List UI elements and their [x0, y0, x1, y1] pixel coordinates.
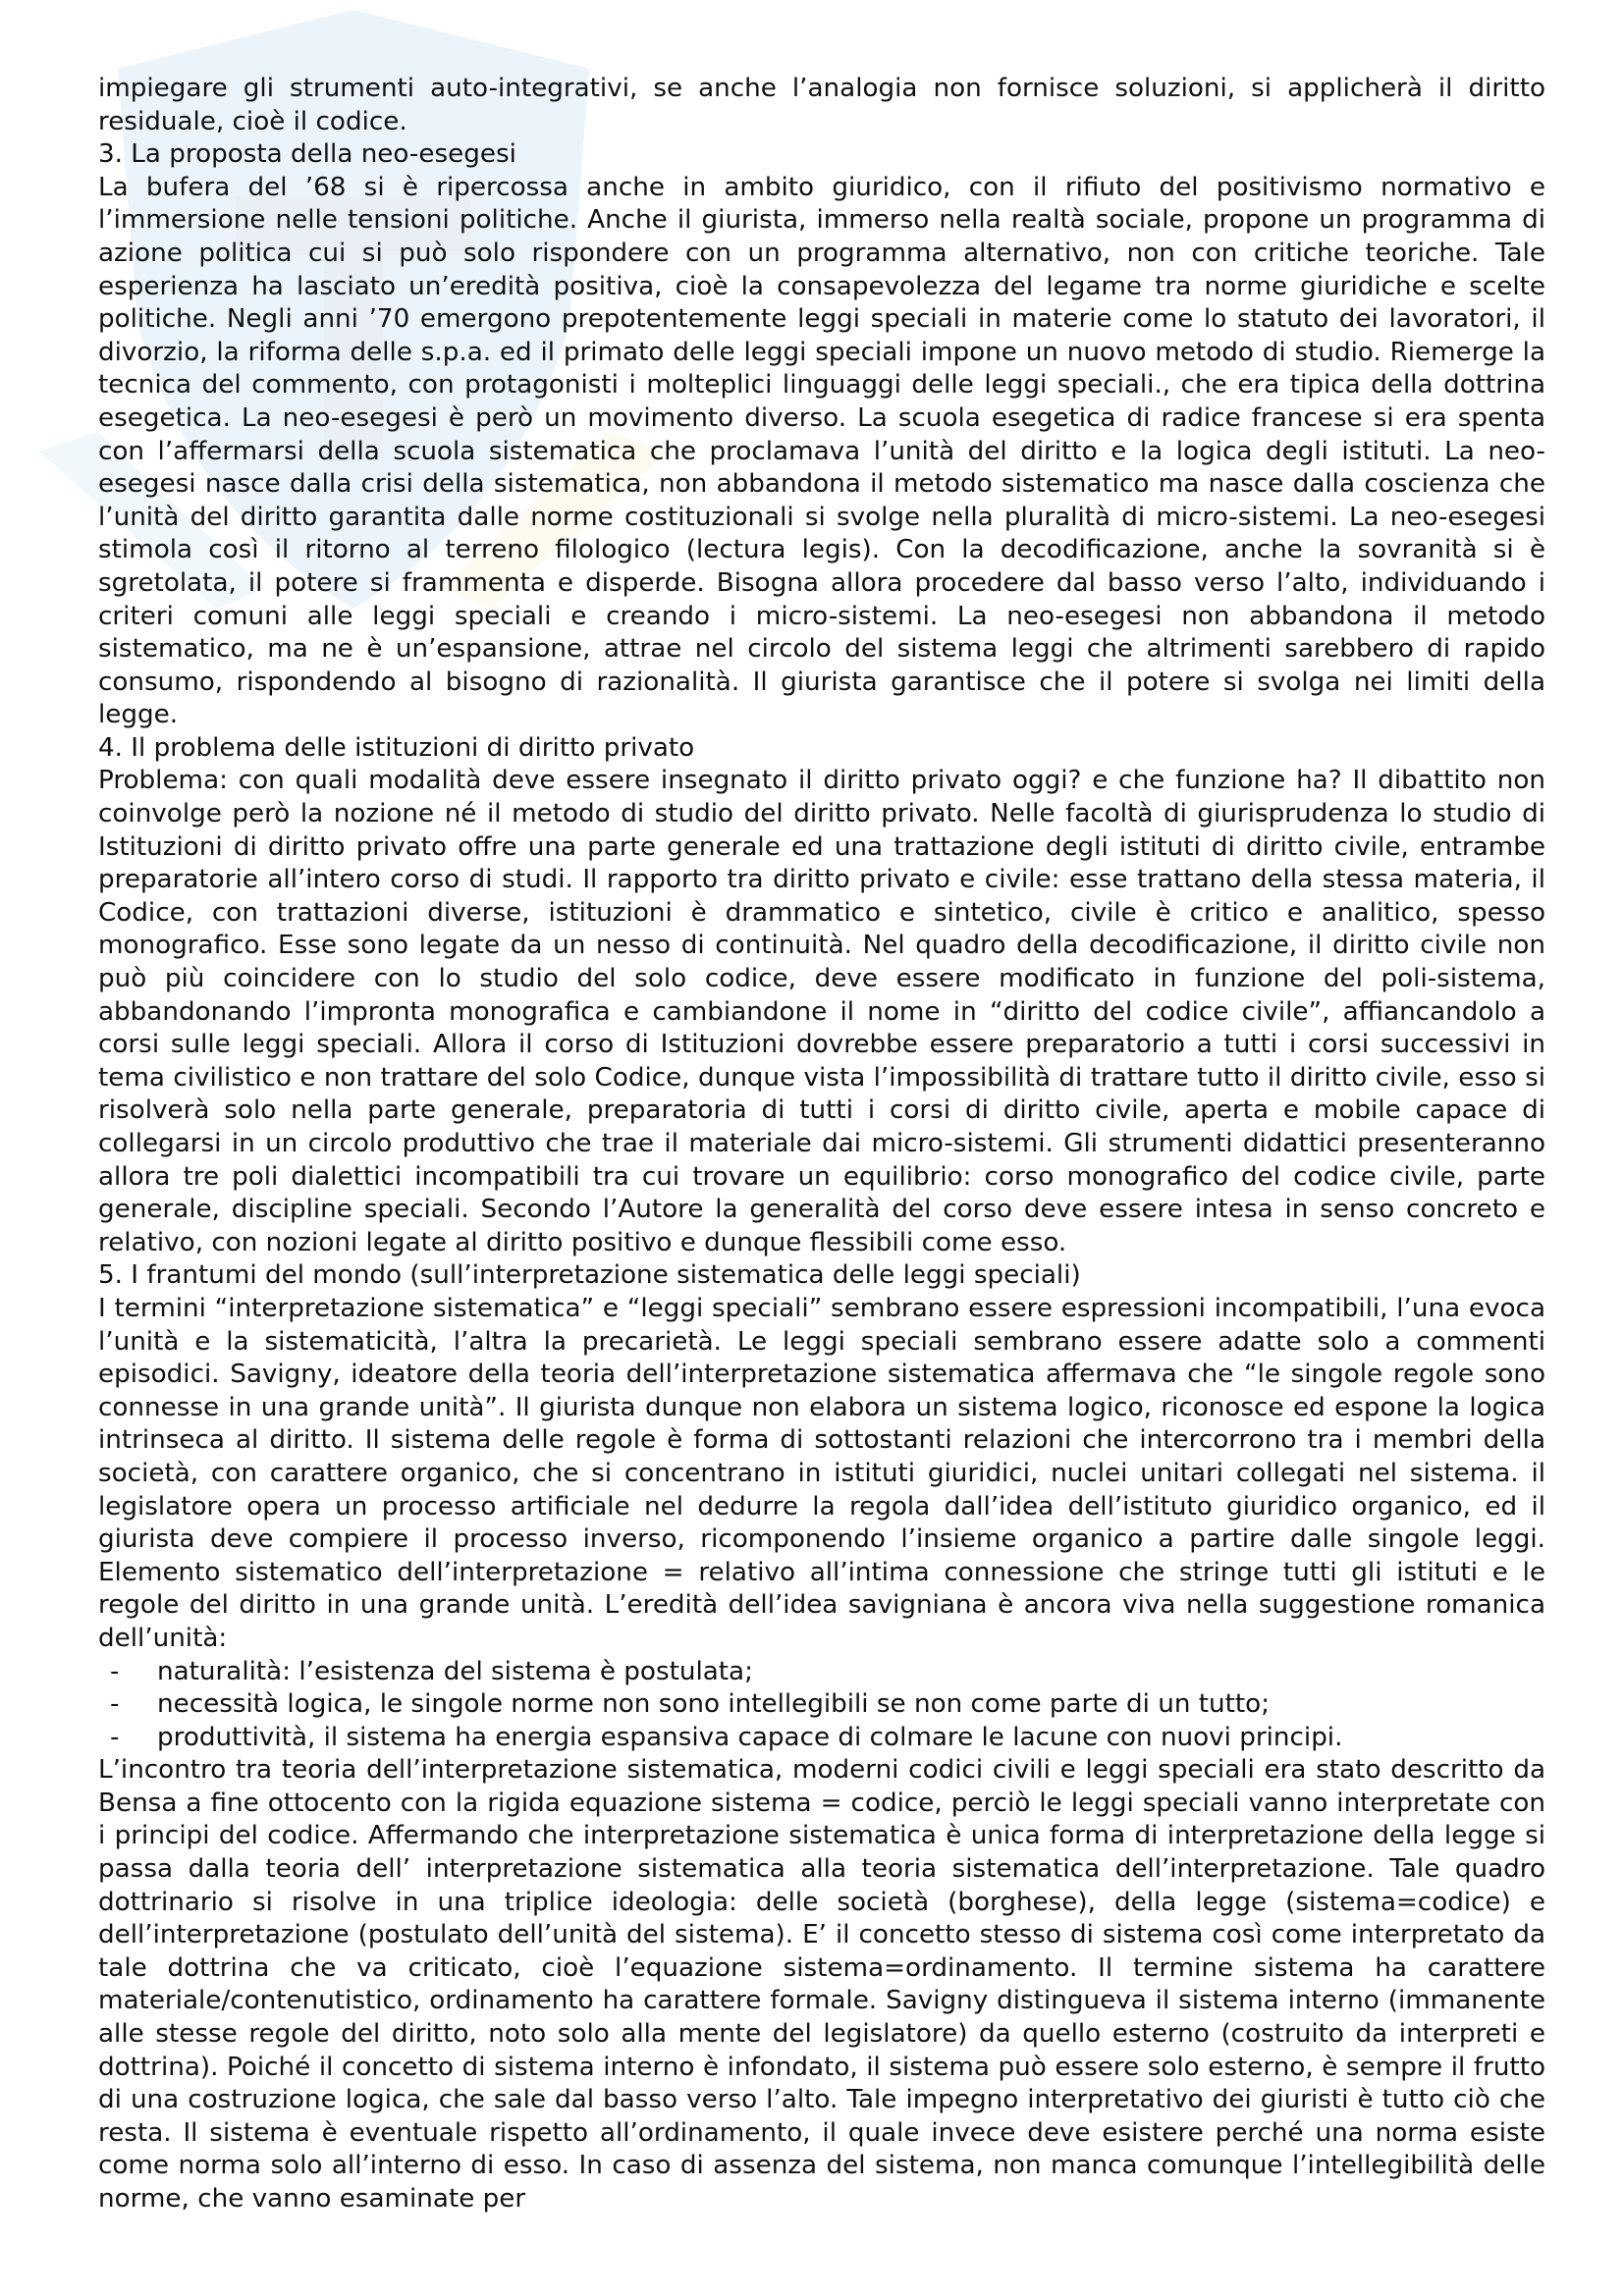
list-item: - necessità logica, le singole norme non sono intellegibili se non come parte di un tutto; [98, 1688, 1545, 1722]
paragraph: Problema: con quali modalità deve essere insegnato il diritto privato oggi? e che funzione ha? Il dibattito non coinvolge però la nozione né il metodo di studio del diritto privato. Nelle facoltà di giurisprudenza lo studio di Istituzioni di diritto privato offre una parte generale ed una trattazione degli istituti di diritto civile, entrambe preparatorie all’intero corso di studi. Il rapporto tra diritto privato e civile: esse trattano della stessa materia, il Codice, con trattazioni diverse, istituzioni è drammatico e sintetico, civile è critico e analitico, spesso monografico. Esse sono legate da un nesso di continuità. Nel quadro della decodificazione, il diritto civile non può più coincidere con lo studio del solo codice, deve essere modificato in funzione del poli-sistema, abbandonando l’impronta monografica e cambiandone il nome in “diritto del codice civile”, affiancandolo a corsi sulle leggi speciali. Allora il corso di Istituzioni dovrebbe essere preparatorio a tutti i corsi successivi in tema civilistico e non trattare del solo Codice, dunque vista l’impossibilità di trattare tutto il diritto civile, esso si risolverà solo nella parte generale, preparatoria di tutti i corsi di diritto civile, aperta e mobile capace di collegarsi in un circolo produttivo che trae il materiale dai micro-sistemi. Gli strumenti didattici presenteranno allora tre poli dialettici incompatibili tra cui trovare un equilibrio: corso monografico del codice civile, parte generale, discipline speciali. Secondo l’Autore la generalità del corso deve essere intesa in senso concreto e relativo, con nozioni legate al diritto positivo e dunque flessibili come esso. [98, 766, 1545, 1257]
paragraph: I termini “interpretazione sistematica” e “leggi speciali” sembrano essere espressioni incompatibili, l’una evoca l’unità e la sistematicità, l’altra la precarietà. Le leggi speciali sembrano essere adatte solo a commenti episodici. Savigny, ideatore della teoria dell’interpretazione sistematica affermava che “le singole regole sono connesse in una grande unità”. Il giurista dunque non elabora un sistema logico, riconosce ed espone la logica intrinseca al diritto. Il sistema delle regole è forma di sottostanti relazioni che intercorrono tra i membri della società, con carattere organico, che si concentrano in istituti giuridici, nuclei unitari collegati nel sistema. il legislatore opera un processo artificiale nel dedurre la regola dall’idea dell’istituto giuridico organico, ed il giurista deve compiere il processo inverso, ricomponendo l’insieme organico a partire dalle singole leggi. Elemento sistematico dell’interpretazione = relativo all’intima connessione che stringe tutti gli istituti e le regole del diritto in una grande unità. L’eredità dell’idea savigniana è ancora viva nella suggestione romanica dell’unità: [98, 1293, 1545, 1653]
dash-list [98, 1656, 1545, 1755]
paragraph: L’incontro tra teoria dell’interpretazione sistematica, moderni codici civili e leggi speciali era stato descritto da Bensa a fine ottocento con la rigida equazione sistema = codice, perciò le leggi speciali vanno interpretate con i principi del codice. Affermando che interpretazione sistematica è unica forma di interpretazione della legge si passa dalla teoria dell’ interpretazione sistematica alla teoria sistematica dell’interpretazione. Tale quadro dottrinario si risolve in una triplice ideologia: delle società (borghese), della legge (sistema=codice) e dell’interpretazione (postulato dell’unità del sistema). E’ il concetto stesso di sistema così come interpretato da tale dottrina che va criticato, cioè l’equazione sistema=ordinamento. Il termine sistema ha carattere materiale/contenutistico, ordinamento ha carattere formale. Savigny distingueva il sistema interno (immanente alle stesse regole del diritto, noto solo alla mente del legislatore) da quello esterno (costruito da interpreti e dottrina). Poiché il concetto di sistema interno è infondato, il sistema può essere solo esterno, è sempre il frutto di una costruzione logica, che sale dal basso verso l’alto. Tale impegno interpretativo dei giuristi è tutto ciò che resta. Il sistema è eventuale rispetto all’ordinamento, il quale invece deve esistere perché una norma esiste come norma solo all’interno di esso. In caso di assenza del sistema, non manca comunque l’intellegibilità delle norme, che vanno esaminate per [98, 1755, 1545, 2214]
section-heading: 3. La proposta della neo-esegesi [98, 139, 516, 170]
section-heading: 5. I frantumi del mondo (sull’interpretazione sistematica delle leggi speciali) [98, 1260, 1081, 1291]
list-item: - produttività, il sistema ha energia espansiva capace di colmare le lacune con nuovi principi. [98, 1722, 1545, 1755]
paragraph: impiegare gli strumenti auto-integrativi, se anche l’analogia non fornisce soluzioni, si applicherà il diritto residuale, cioè il codice. [98, 74, 1545, 136]
section-heading: 4. Il problema delle istituzioni di diritto privato [98, 732, 695, 763]
document-page [98, 73, 1545, 2216]
paragraph: La bufera del ’68 si è ripercossa anche in ambito giuridico, con il rifiuto del positivismo normativo e l’immersione nelle tensioni politiche. Anche il giurista, immerso nella realtà sociale, propone un programma di azione politica cui si può solo rispondere con un programma alternativo, non con critiche teoriche. Tale esperienza ha lasciato un’eredità positiva, cioè la consapevolezza del legame tra norme giuridiche e scelte politiche. Negli anni ’70 emergono prepotentemente leggi speciali in materie come lo statuto dei lavoratori, il divorzio, la riforma delle s.p.a. ed il primato delle leggi speciali impone un nuovo metodo di studio. Riemerge la tecnica del commento, con protagonisti i molteplici linguaggi delle leggi speciali., che era tipica della dottrina esegetica. La neo-esegesi è però un movimento diverso. La scuola esegetica di radice francese si era spenta con l’affermarsi della scuola sistematica che proclamava l’unità del diritto e la logica degli istituti. La neo-esegesi nasce dalla crisi della sistematica, non abbandona il metodo sistematico ma nasce dalla coscienza che l’unità del diritto garantita dalle norme costituzionali si svolge nella pluralità di micro-sistemi. La neo-esegesi stimola così il ritorno al terreno filologico (lectura legis). Con la decodificazione, anche la sovranità si è sgretolata, il potere si frammenta e disperde. Bisogna allora procedere dal basso verso l’alto, individuando i criteri comuni alle leggi speciali e creando i micro-sistemi. La neo-esegesi non abbandona il metodo sistematico, ma ne è un’espansione, attrae nel circolo del sistema leggi che altrimenti sarebbero di rapido consumo, rispondendo al bisogno di razionalità. Il giurista garantisce che il potere si svolga nei limiti della legge. [98, 172, 1545, 730]
list-item: - naturalità: l’esistenza del sistema è postulata; [98, 1656, 1545, 1689]
